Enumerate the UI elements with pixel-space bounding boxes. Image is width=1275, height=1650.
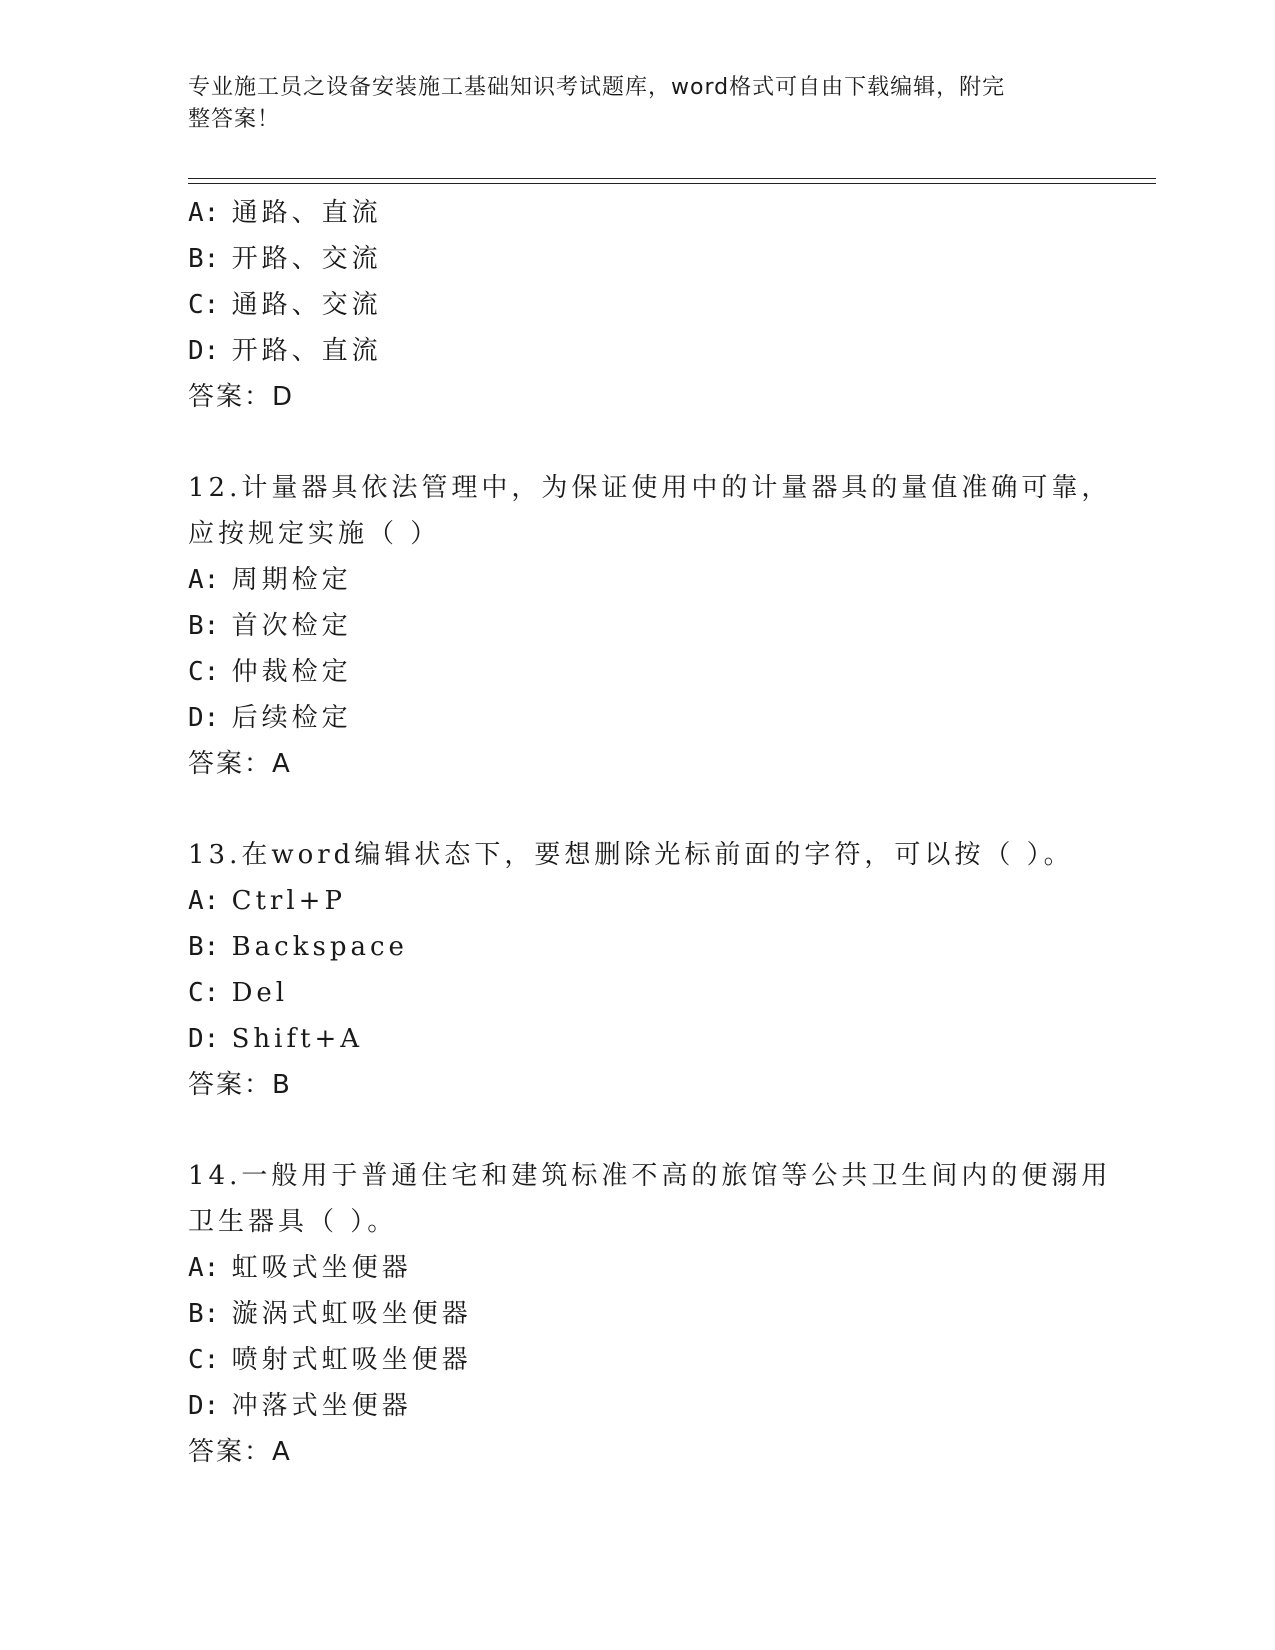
option-letter: D: xyxy=(188,336,220,366)
option-text: 虹吸式坐便器 xyxy=(231,1253,412,1283)
option-text: 冲落式坐便器 xyxy=(231,1391,412,1421)
answer: 答案：A xyxy=(188,749,292,779)
question-12 xyxy=(188,465,1158,787)
option-text: 仲裁检定 xyxy=(231,657,352,687)
option-d xyxy=(188,1016,1158,1062)
document-page xyxy=(188,0,1158,1650)
option-b xyxy=(188,603,1158,649)
option-c xyxy=(188,282,1158,328)
option-letter: C: xyxy=(188,290,220,320)
header-divider xyxy=(188,178,1156,184)
option-d xyxy=(188,328,1158,374)
option-d xyxy=(188,1383,1158,1429)
option-letter: A: xyxy=(188,1253,220,1283)
option-text: Backspace xyxy=(231,932,408,962)
option-text: Ctrl+P xyxy=(231,886,346,916)
option-text: 周期检定 xyxy=(231,565,352,595)
option-letter: B: xyxy=(188,1299,220,1329)
option-letter: C: xyxy=(188,1345,220,1375)
option-text: 漩涡式虹吸坐便器 xyxy=(231,1299,472,1329)
option-text: 通路、交流 xyxy=(231,290,382,320)
option-letter: A: xyxy=(188,565,220,595)
option-text: 开路、直流 xyxy=(231,336,382,366)
option-letter: B: xyxy=(188,244,220,274)
option-letter: C: xyxy=(188,978,220,1008)
option-text: Del xyxy=(231,978,289,1008)
option-letter: C: xyxy=(188,657,220,687)
option-b xyxy=(188,1291,1158,1337)
option-letter: B: xyxy=(188,932,220,962)
answer: 答案：A xyxy=(188,1437,292,1467)
option-text: 开路、交流 xyxy=(231,244,382,274)
question-text-line-1: 14.一般用于普通住宅和建筑标准不高的旅馆等公共卫生间内的便溺用 xyxy=(188,1161,1112,1191)
option-b xyxy=(188,236,1158,282)
option-letter: A: xyxy=(188,886,220,916)
option-letter: D: xyxy=(188,703,220,733)
option-letter: A: xyxy=(188,198,220,228)
option-c xyxy=(188,970,1158,1016)
option-letter: B: xyxy=(188,611,220,641)
question-14 xyxy=(188,1153,1158,1475)
option-a xyxy=(188,1245,1158,1291)
option-text: 喷射式虹吸坐便器 xyxy=(231,1345,472,1375)
question-text-line-1: 12.计量器具依法管理中，为保证使用中的计量器具的量值准确可靠， xyxy=(188,473,1112,503)
question-list xyxy=(188,190,1158,1475)
option-text: 通路、直流 xyxy=(231,198,382,228)
option-text: 后续检定 xyxy=(231,703,352,733)
question-text-line-1: 13.在word编辑状态下，要想删除光标前面的字符，可以按（ ）。 xyxy=(188,840,1074,870)
option-letter: D: xyxy=(188,1391,220,1421)
question-text-line-2: 应按规定实施（ ） xyxy=(188,519,441,549)
option-d xyxy=(188,695,1158,741)
answer: 答案：D xyxy=(188,382,295,412)
question-13 xyxy=(188,832,1158,1108)
option-text: Shift+A xyxy=(231,1024,364,1054)
option-b xyxy=(188,924,1158,970)
option-c xyxy=(188,1337,1158,1383)
option-a xyxy=(188,557,1158,603)
option-text: 首次检定 xyxy=(231,611,352,641)
document-header xyxy=(188,72,1068,136)
option-a xyxy=(188,190,1158,236)
option-c xyxy=(188,649,1158,695)
header-line-1: 专业施工员之设备安装施工基础知识考试题库，word格式可自由下载编辑，附完 xyxy=(188,75,1006,100)
option-a xyxy=(188,878,1158,924)
question-11 xyxy=(188,190,1158,420)
answer: 答案：B xyxy=(188,1070,292,1100)
header-line-2: 整答案！ xyxy=(188,107,281,132)
question-text-line-2: 卫生器具（ ）。 xyxy=(188,1207,398,1237)
option-letter: D: xyxy=(188,1024,220,1054)
